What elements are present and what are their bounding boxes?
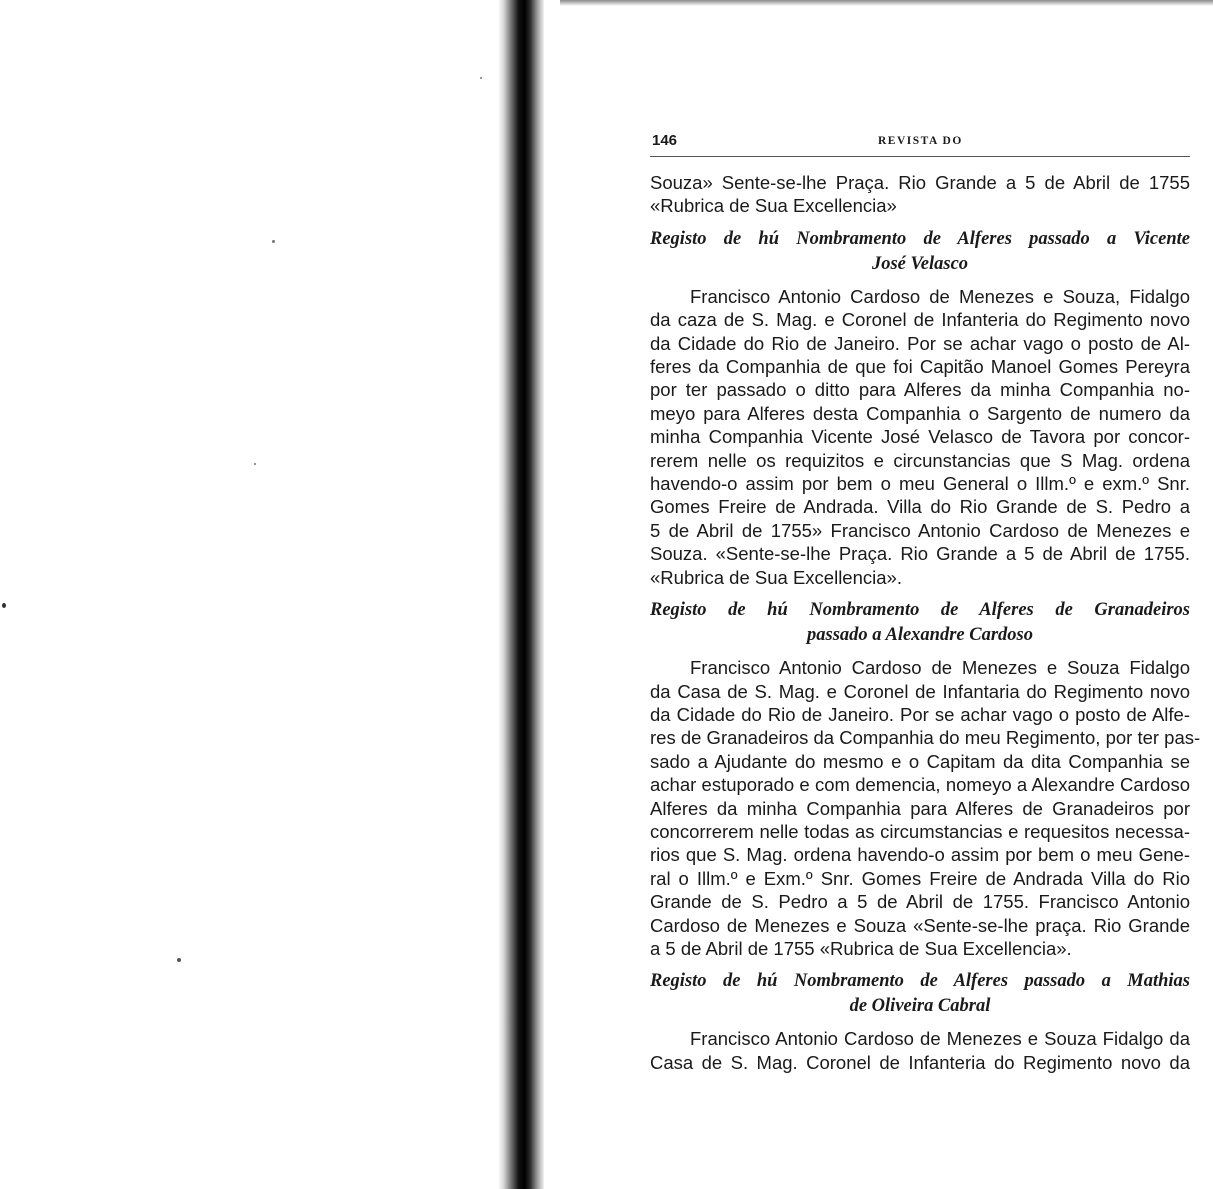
text-line: «Rubrica de Sua Excellencia». — [650, 566, 902, 588]
section-heading-mathias — [650, 969, 1190, 1019]
text-line: «Rubrica de Sua Excellencia» — [650, 195, 897, 217]
text-line: Francisco Antonio Cardoso de Menezes e Souza Fidalgo da — [690, 1028, 1190, 1050]
text-line: res de Granadeiros da Companhia do meu Regimento, por ter pas- — [650, 727, 1201, 749]
text-line: da Cidade do Rio de Janeiro. Por se achar vago o posto de Al- — [650, 332, 1190, 354]
heading-line: Registo de hú Nombramento de Alferes passado a Vicente — [650, 228, 1190, 249]
section-heading-alexandre — [650, 598, 1190, 648]
text-line: feres da Companhia de que foi Capitão Manoel Gomes Pereyra — [650, 356, 1190, 378]
text-line: por ter passado o ditto para Alferes da minha Companhia no- — [650, 379, 1190, 401]
text-line: Cardoso de Menezes e Souza «Sente-se-lhe praça. Rio Grande — [650, 914, 1190, 936]
dust-speck — [254, 463, 256, 465]
text-line: Souza. «Sente-se-lhe Praça. Rio Grande a 5 de Abril de 1755. — [650, 543, 1190, 565]
text-line: havendo-o assim por bem o meu General o Illm.º e exm.º Snr. — [650, 473, 1190, 495]
heading-line: José Velasco — [871, 253, 969, 274]
text-line: rerem nelle os requizitos e circunstancias que S Mag. ordena — [650, 449, 1190, 471]
text-line: minha Companhia Vicente José Velasco de Tavora por concor- — [650, 426, 1190, 448]
heading-line: passado a Alexandre Cardoso — [807, 625, 1033, 646]
text-line: meyo para Alferes desta Companhia o Sargento de numero da — [650, 402, 1190, 424]
paragraph-closing-fragment — [650, 171, 1190, 218]
dust-speck — [272, 240, 275, 243]
text-line: Souza» Sente-se-lhe Praça. Rio Grande a 5 de Abril de 1755 — [650, 172, 1190, 193]
text-line: ral o Illm.º e Exm.º Snr. Gomes Freire de Andrada Villa do Rio — [650, 867, 1190, 889]
text-line: Francisco Antonio Cardoso de Menezes e Souza, Fidalgo — [690, 285, 1190, 307]
dust-speck — [177, 958, 181, 962]
text-line: da Cidade do Rio de Janeiro. Por se achar vago o posto de Alfe- — [650, 703, 1190, 725]
header-rule — [650, 156, 1190, 157]
text-line: a 5 de Abril de 1755 «Rubrica de Sua Excellencia». — [650, 937, 1072, 959]
page-header — [650, 128, 1190, 152]
dust-speck — [480, 77, 482, 79]
dust-speck — [2, 603, 6, 608]
text-line: Alferes da minha Companhia para Alferes de Granadeiros por — [650, 797, 1190, 819]
paragraph-mathias — [650, 1027, 1190, 1074]
page-number: 146 — [652, 132, 678, 149]
text-line: achar estuporado e com demencia, nomeyo a Alexandre Cardoso — [650, 774, 1190, 796]
heading-line: Registo de hú Nombramento de Alferes passado a Mathias — [650, 971, 1190, 992]
text-line: Gomes Freire de Andrada. Villa do Rio Grande de S. Pedro a — [650, 496, 1190, 518]
paragraph-vicente — [650, 285, 1190, 589]
text-line: 5 de Abril de 1755» Francisco Antonio Cardoso de Menezes e — [650, 519, 1190, 541]
text-line: Francisco Antonio Cardoso de Menezes e Souza Fidalgo — [690, 657, 1190, 679]
text-line: Casa de S. Mag. Coronel de Infanteria do Regimento novo da — [650, 1051, 1190, 1073]
text-line: Grande de S. Pedro a 5 de Abril de 1755. Francisco Antonio — [650, 891, 1190, 913]
heading-line: de Oliveira Cabral — [849, 996, 991, 1017]
text-line: da Casa de S. Mag. e Coronel de Infantaria do Regimento novo — [650, 680, 1190, 702]
text-line: concorrerem nelle todas as circumstancias e requesitos necessa- — [650, 820, 1190, 842]
text-line: da caza de S. Mag. e Coronel de Infanteria do Regimento novo — [650, 309, 1190, 331]
book-gutter — [498, 0, 544, 1189]
text-line: rios que S. Mag. ordena havendo-o assim por bem o meu Gene- — [650, 844, 1190, 866]
right-text-page — [650, 128, 1201, 1074]
running-title: REVISTA DO — [878, 135, 963, 147]
text-line: sado a Ajudante do mesmo e o Capitam da dita Companhia se — [650, 750, 1190, 772]
paragraph-alexandre — [650, 656, 1201, 960]
section-heading-vicente — [650, 227, 1190, 277]
left-blank-page — [0, 0, 510, 1189]
heading-line: Registo de hú Nombramento de Alferes de Granadeiros — [650, 600, 1190, 621]
page-top-edge-shadow — [560, 0, 1213, 6]
